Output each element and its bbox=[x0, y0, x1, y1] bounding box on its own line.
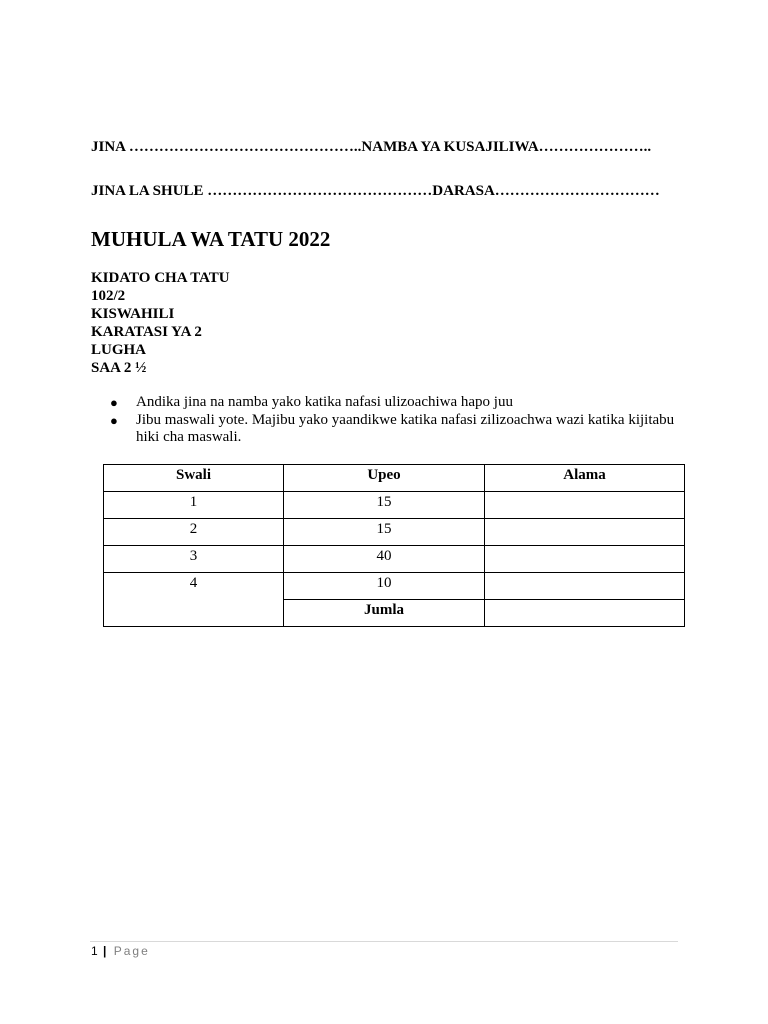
school-class-line: JINA LA SHULE ………………………………………DARASA…………………………… bbox=[91, 183, 660, 199]
page-footer bbox=[91, 944, 150, 958]
page-word: Page bbox=[113, 944, 150, 958]
cell-alama[interactable] bbox=[485, 546, 685, 573]
footer-separator: | bbox=[103, 944, 107, 958]
footer-divider bbox=[90, 941, 678, 942]
marks-table bbox=[103, 464, 685, 627]
header-swali: Swali bbox=[104, 465, 284, 492]
cell-alama[interactable] bbox=[485, 573, 685, 600]
cell-upeo: 15 bbox=[284, 519, 485, 546]
cell-upeo: 15 bbox=[284, 492, 485, 519]
bullet-dot-icon: ● bbox=[110, 395, 118, 410]
exam-section: LUGHA bbox=[91, 342, 147, 358]
instruction-text: Andika jina na namba yako katika nafasi ulizoachiwa hapo juu bbox=[136, 394, 513, 410]
cell-alama[interactable] bbox=[485, 492, 685, 519]
table-row bbox=[104, 492, 685, 519]
page-title: MUHULA WA TATU 2022 bbox=[91, 227, 331, 251]
exam-subject: KISWAHILI bbox=[91, 306, 175, 322]
exam-duration: SAA 2 ½ bbox=[91, 360, 147, 376]
exam-code: 102/2 bbox=[91, 288, 126, 304]
exam-form: KIDATO CHA TATU bbox=[91, 270, 230, 286]
exam-paper: KARATASI YA 2 bbox=[91, 324, 202, 340]
header-alama: Alama bbox=[485, 465, 685, 492]
name-registration-line: JINA ………………………………………..NAMBA YA KUSAJILIWA………………….. bbox=[91, 139, 652, 155]
cell-swali: 3 bbox=[104, 546, 284, 573]
table-row bbox=[104, 519, 685, 546]
list-item bbox=[110, 412, 695, 446]
table-row bbox=[104, 546, 685, 573]
cell-alama[interactable] bbox=[485, 519, 685, 546]
cell-upeo: 10 bbox=[284, 573, 485, 600]
cell-swali: 1 bbox=[104, 492, 284, 519]
cell-swali: 2 bbox=[104, 519, 284, 546]
list-item bbox=[110, 394, 695, 411]
total-value[interactable] bbox=[485, 600, 685, 627]
cell-swali: 4 bbox=[104, 573, 284, 627]
exam-details bbox=[91, 269, 230, 377]
table-row bbox=[104, 573, 685, 600]
header-upeo: Upeo bbox=[284, 465, 485, 492]
instruction-text: Jibu maswali yote. Majibu yako yaandikwe katika nafasi zilizoachwa wazi katika kijitabu hiki cha maswali. bbox=[136, 412, 675, 445]
total-label: Jumla bbox=[284, 600, 485, 627]
table-header-row bbox=[104, 465, 685, 492]
bullet-dot-icon: ● bbox=[110, 413, 118, 428]
instructions-list bbox=[110, 394, 695, 447]
page-number: 1 bbox=[91, 944, 98, 958]
cell-upeo: 40 bbox=[284, 546, 485, 573]
